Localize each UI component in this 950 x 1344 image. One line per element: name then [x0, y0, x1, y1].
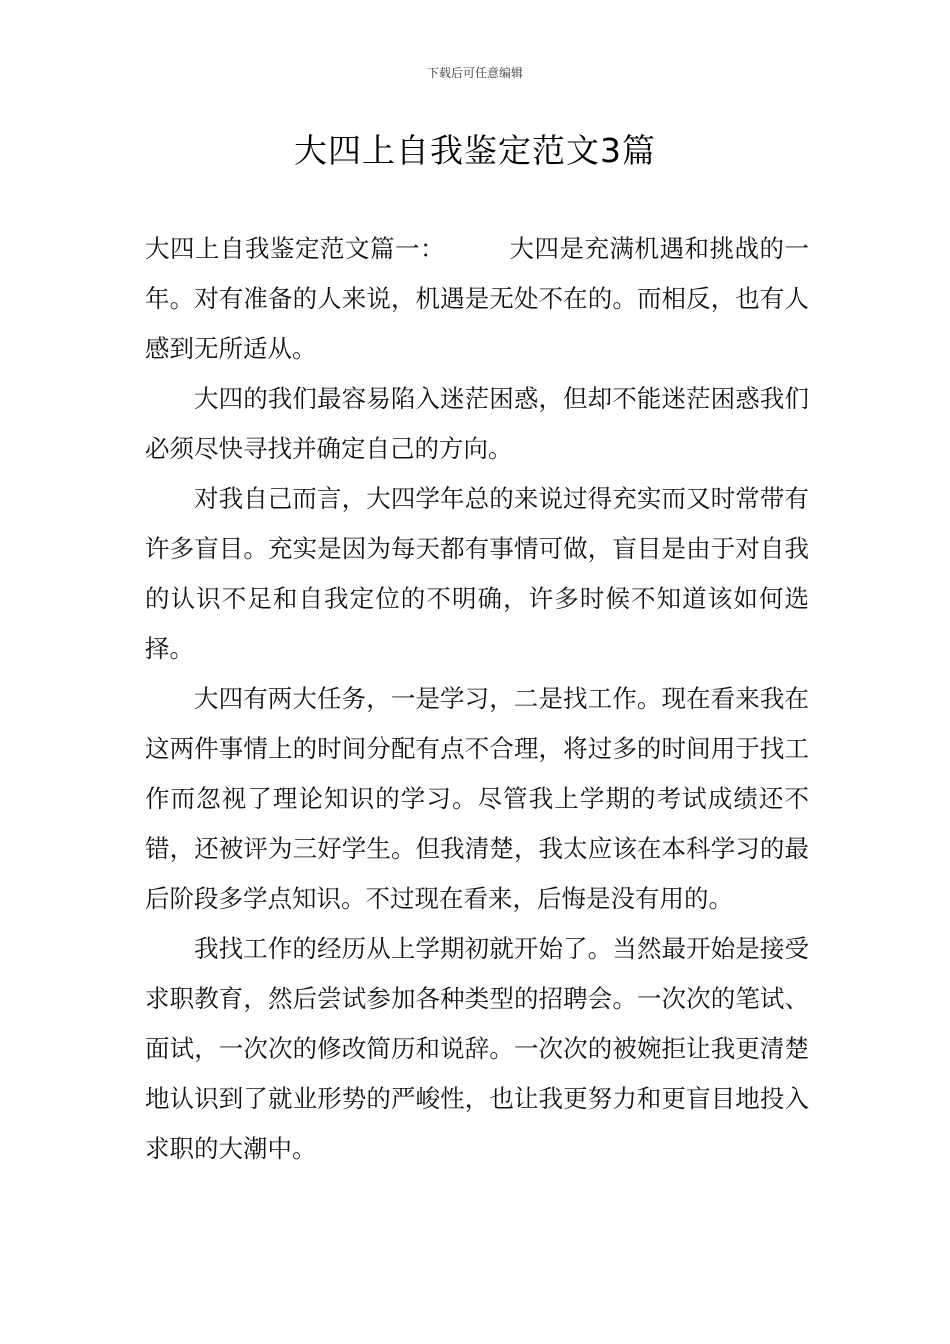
body-paragraph: 我找工作的经历从上学期初就开始了。当然最开始是接受求职教育，然后尝试参加各种类型的招聘会。一次次的笔试、面试，一次次的修改简历和说辞。一次次的被婉拒让我更清楚地认识到了就业形势的严峻性，也让我更努力和更盲目地投入求职的大潮中。 [145, 934, 809, 1163]
body-paragraph: 大四的我们最容易陷入迷茫困惑，但却不能迷茫困惑我们必须尽快寻找并确定自己的方向。 [145, 384, 809, 463]
page-header-note: 下载后可任意编辑 [426, 66, 523, 80]
intro-paragraph [145, 224, 809, 374]
body-paragraph: 大四有两大任务，一是学习，二是找工作。现在看来我在这两件事情上的时间分配有点不合理，将过多的时间用于找工作而忽视了理论知识的学习。尽管我上学期的考试成绩还不错，还被评为三好学生。但我清楚，我太应该在本科学习的最后阶段多学点知识。不过现在看来，后悔是没有用的。 [145, 684, 809, 913]
body-paragraph: 对我自己而言，大四学年总的来说过得充实而又时常带有许多盲目。充实是因为每天都有事情可做，盲目是由于对自我的认识不足和自我定位的不明确，许多时候不知道该如何选择。 [145, 484, 809, 663]
intro-label: 大四上自我鉴定范文篇一： [145, 234, 445, 263]
document-body [145, 224, 809, 1174]
document-title: 大四上自我鉴定范文3篇 [294, 131, 656, 170]
intro-text: 大四是充满机遇和挑战的一年。对有准备的人来说，机遇是无处不在的。而相反，也有人感到无所适从。 [145, 234, 809, 363]
